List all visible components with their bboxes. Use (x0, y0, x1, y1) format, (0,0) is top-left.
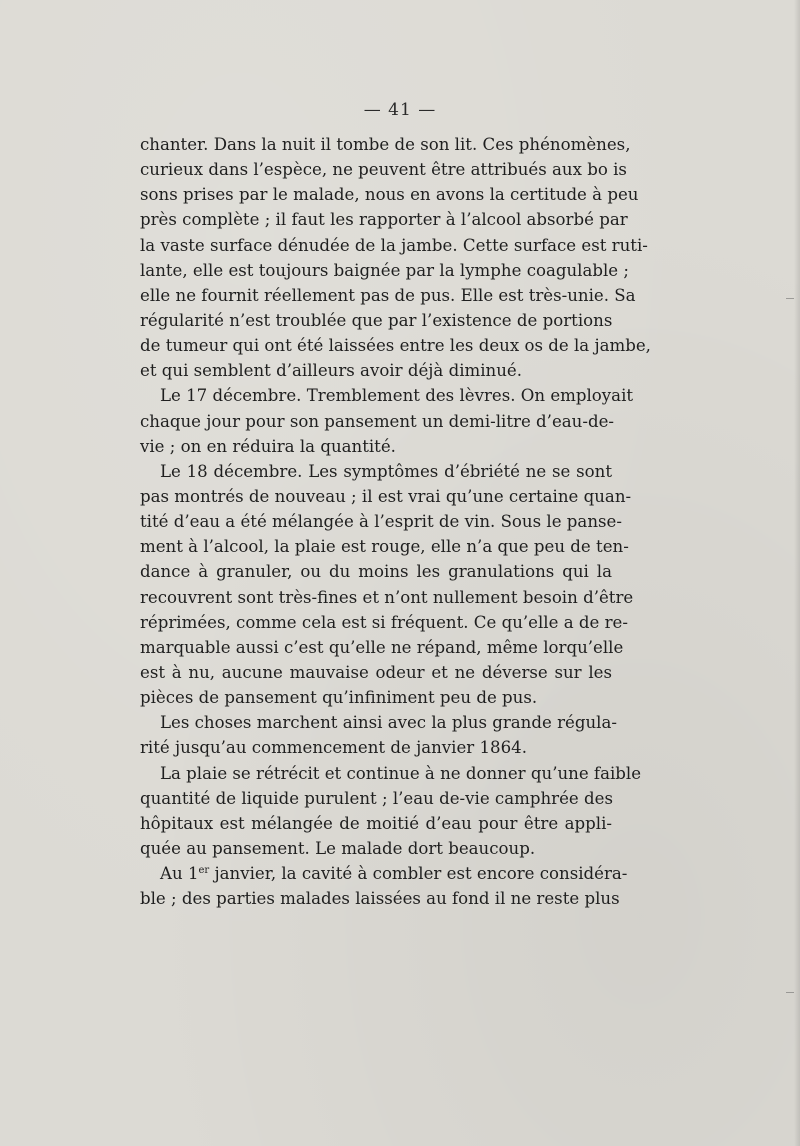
page-number: — 41 — (363, 100, 437, 120)
text-line (140, 861, 628, 886)
page-edge-shadow (794, 0, 800, 1146)
margin-mark (786, 298, 794, 299)
text-line: réprimées, comme cela est si fréquent. Ce qu’elle a de re- (140, 612, 628, 632)
text-line: tité d’eau a été mélangée à l’esprit de vin. Sous le panse- (140, 512, 622, 532)
text-line: La plaie se rétrécit et continue à ne donner qu’une faible (160, 763, 642, 783)
text-line: hôpitaux est mélangée de moitié d’eau pour être appli- (140, 813, 612, 833)
text-fragment: Au 1 (160, 864, 199, 884)
text-line: elle ne fournit réellement pas de pus. Elle est très-unie. Sa (140, 285, 636, 305)
text-line: dance à granuler, ou du moins les granulations qui la (140, 562, 612, 582)
text-line: quantité de liquide purulent ; l’eau de-vie camphrée des (140, 788, 613, 808)
text-line: Le 18 décembre. Les symptômes d’ébriété ne se sont (160, 461, 612, 481)
text-line: vie ; on en réduira la quantité. (140, 436, 396, 456)
text-line: sons prises par le malade, nous en avons la certitude à peu (140, 185, 639, 205)
text-line: pièces de pansement qu’infiniment peu de pus. (140, 688, 538, 708)
text-line: régularité n’est troublée que par l’existence de portions (140, 310, 613, 330)
text-line: chanter. Dans la nuit il tombe de son lit. Ces phénomènes, (140, 135, 631, 154)
text-line: curieux dans l’espèce, ne peuvent être attribués aux bo is (140, 160, 627, 180)
text-line: ble ; des parties malades laissées au fond il ne reste plus (140, 889, 620, 909)
text-line: recouvrent sont très-fines et n’ont nullement besoin d’être (140, 587, 634, 607)
text-line: la vaste surface dénudée de la jambe. Cette surface est ruti- (140, 235, 648, 255)
body-text (140, 132, 651, 911)
text-line: près complète ; il faut les rapporter à l’alcool absorbé par (140, 210, 628, 230)
text-line: quée au pansement. Le malade dort beaucoup. (140, 838, 536, 858)
text-line: est à nu, aucune mauvaise odeur et ne déverse sur les (140, 662, 612, 682)
superscript: er (198, 865, 210, 877)
text-line: chaque jour pour son pansement un demi-litre d’eau-de- (140, 411, 615, 431)
margin-mark (786, 992, 794, 993)
text-line: pas montrés de nouveau ; il est vrai qu’une certaine quan- (140, 486, 632, 506)
text-line: de tumeur qui ont été laissées entre les deux os de la jambe, (140, 336, 651, 356)
text-line: ment à l’alcool, la plaie est rouge, elle n’a que peu de ten- (140, 537, 629, 557)
text-line: rité jusqu’au commencement de janvier 1864. (140, 738, 528, 758)
text-fragment: janvier, la cavité à combler est encore considéra- (209, 864, 628, 884)
text-line: Le 17 décembre. Tremblement des lèvres. On employait (160, 386, 634, 406)
text-line: et qui semblent d’ailleurs avoir déjà diminué. (140, 361, 523, 381)
text-line: marquable aussi c’est qu’elle ne répand, même lorqu’elle (140, 637, 624, 657)
text-line: lante, elle est toujours baignée par la lymphe coagulable ; (140, 260, 629, 280)
text-line: Les choses marchent ainsi avec la plus grande régula- (160, 713, 617, 733)
